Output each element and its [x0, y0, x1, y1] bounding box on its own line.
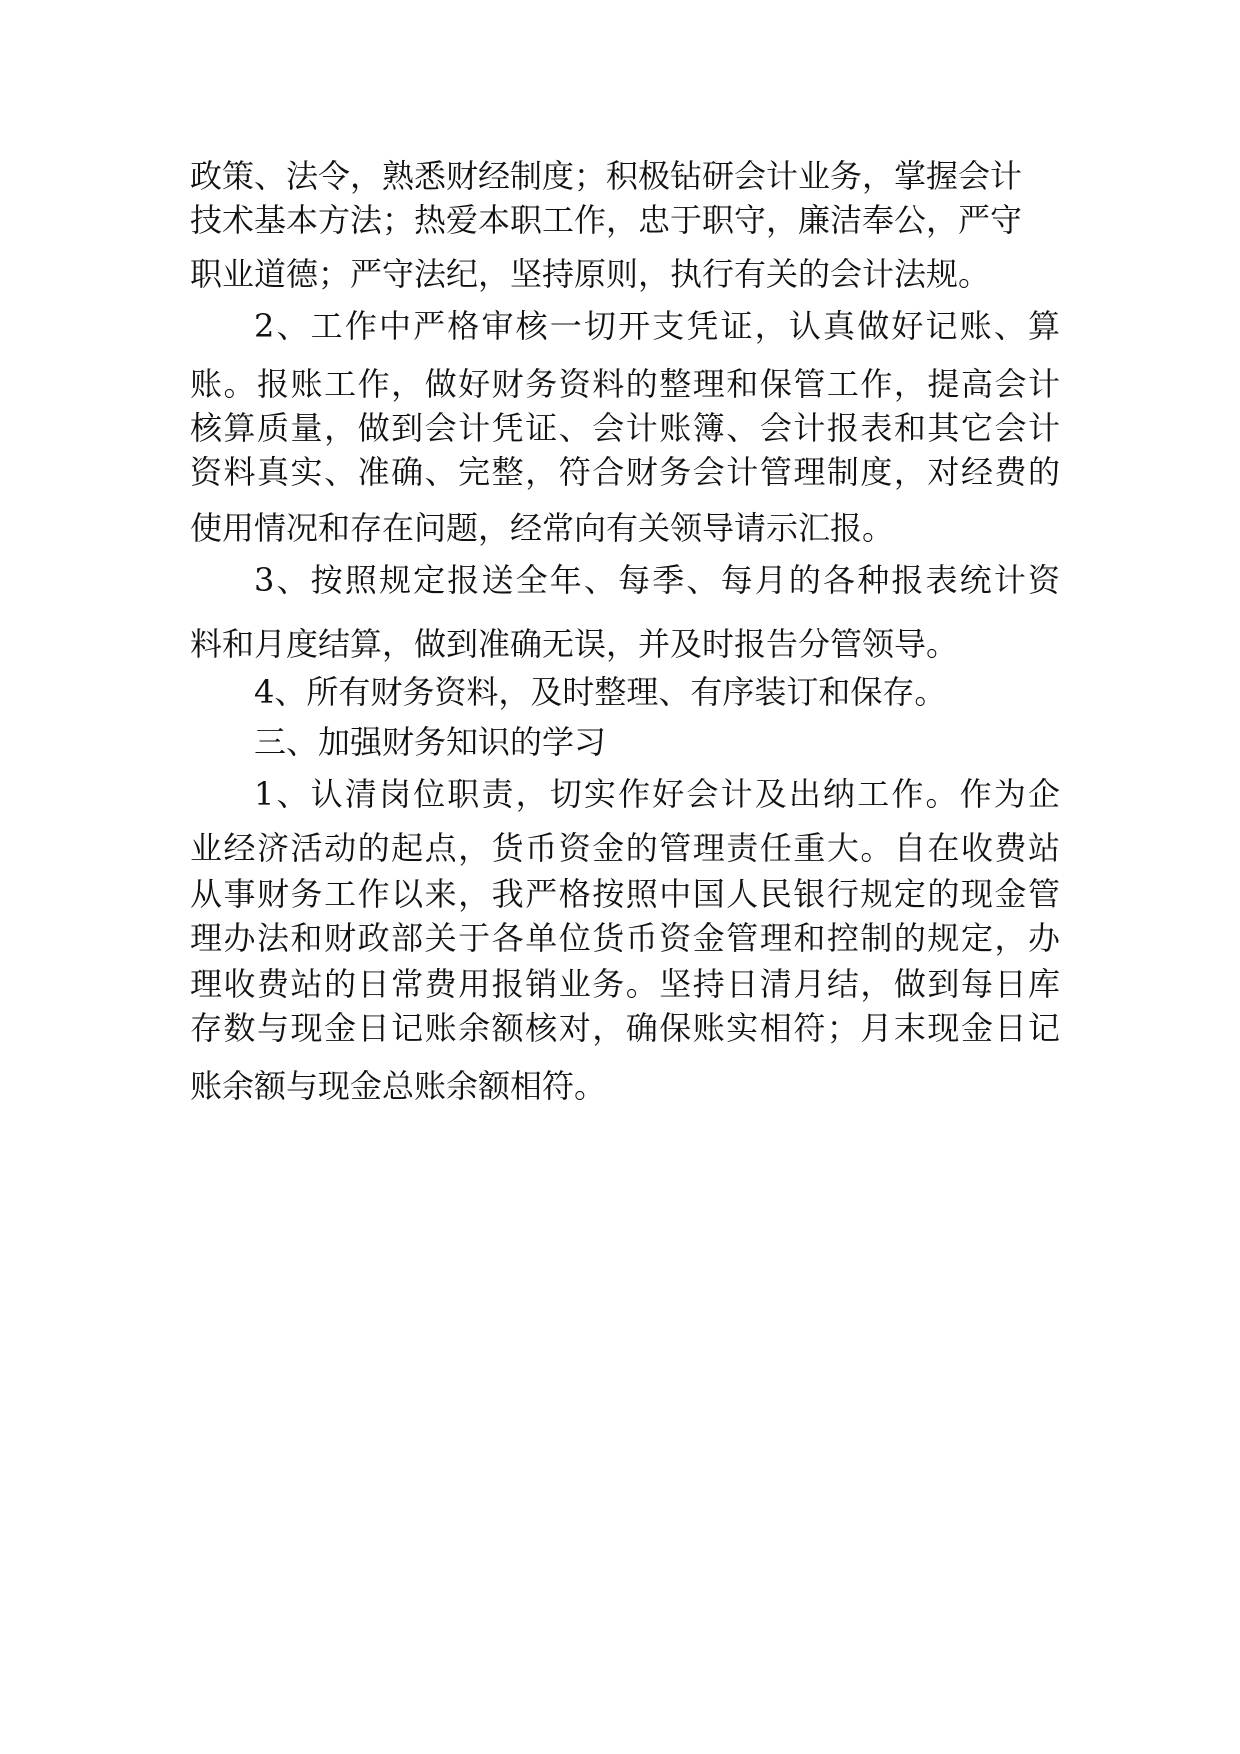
text-line: 2、工作中严格审核一切开支凭证，认真做好记账、算 [254, 307, 1060, 345]
text-line: 1、认清岗位职责，切实作好会计及出纳工作。作为企 [254, 775, 1060, 813]
text-line: 政策、法令，熟悉财经制度；积极钻研会计业务，掌握会计 [190, 157, 1023, 195]
text-line: 核算质量，做到会计凭证、会计账簿、会计报表和其它会计 [190, 409, 1060, 447]
text-line: 4、所有财务资料，及时整理、有序装订和保存。 [254, 673, 947, 711]
section-heading: 三、加强财务知识的学习 [254, 723, 607, 761]
text-line: 资料真实、准确、完整，符合财务会计管理制度，对经费的 [190, 453, 1060, 491]
text-line: 存数与现金日记账余额核对，确保账实相符；月末现金日记 [190, 1009, 1060, 1047]
text-line: 理办法和财政部关于各单位货币资金管理和控制的规定，办 [190, 919, 1060, 957]
text-line: 使用情况和存在问题，经常向有关领导请示汇报。 [190, 509, 895, 547]
text-line: 业经济活动的起点，货币资金的管理责任重大。自在收费站 [190, 829, 1060, 867]
text-line: 技术基本方法；热爱本职工作，忠于职守，廉洁奉公，严守 [190, 201, 1023, 239]
text-line: 从事财务工作以来，我严格按照中国人民银行规定的现金管 [190, 875, 1060, 913]
text-line: 理收费站的日常费用报销业务。坚持日清月结，做到每日库 [190, 965, 1060, 1003]
text-line: 账余额与现金总账余额相符。 [190, 1067, 607, 1105]
text-line: 3、按照规定报送全年、每季、每月的各种报表统计资 [254, 561, 1060, 599]
text-line: 料和月度结算，做到准确无误，并及时报告分管领导。 [190, 625, 959, 663]
text-line: 账。报账工作，做好财务资料的整理和保管工作，提高会计 [190, 365, 1060, 403]
text-line: 职业道德；严守法纪，坚持原则，执行有关的会计法规。 [190, 255, 991, 293]
